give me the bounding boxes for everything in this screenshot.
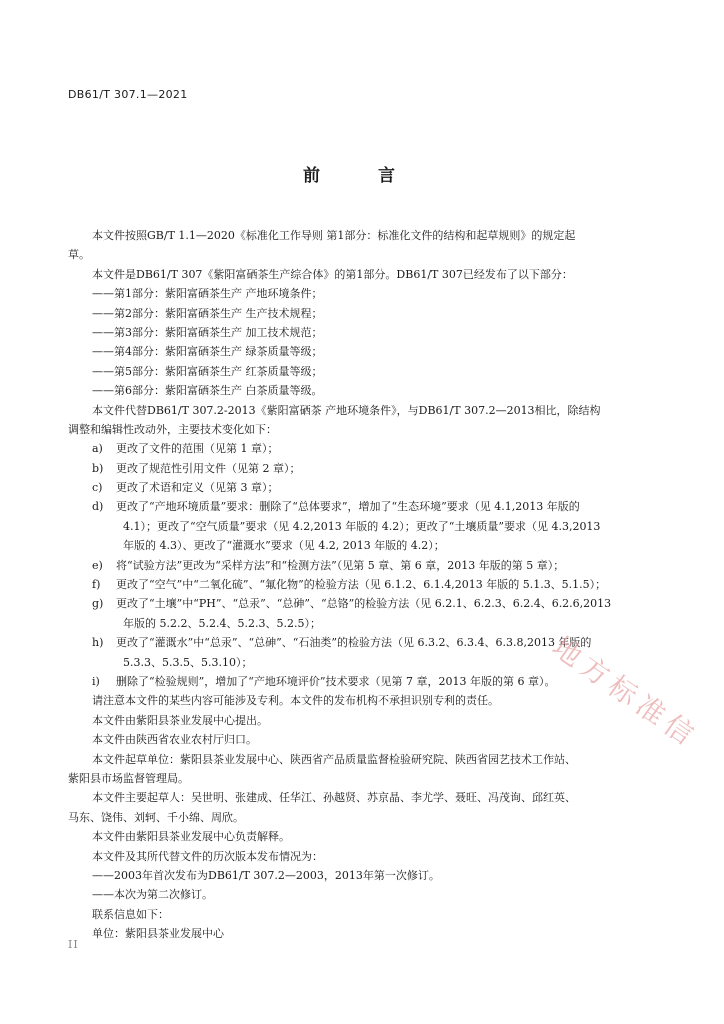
change-text: 更改了“土壤”中“PH”、“总汞”、“总砷”、“总铬”的检验方法（见 6.2.1、6.2.3、6.2.4、6.2.6,2013 (116, 597, 612, 611)
list-marker: g) (92, 597, 104, 611)
drafters: 本文件主要起草人：吴世明、张建成、任华江、孙越贤、苏京晶、李尤学、聂旺、冯茂询、邱红英、 (92, 791, 576, 805)
change-item (68, 439, 658, 458)
part-item: ——第1部分：紫阳富硒茶生产 产地环境条件； (92, 287, 323, 301)
proposer: 本文件由紫阳县茶业发展中心提出。 (92, 713, 268, 727)
drafters-continued: 马东、饶伟、刘轲、千小绵、周欣。 (68, 810, 244, 824)
watermark: 地方标准信 (546, 630, 705, 755)
paragraph-line: 本文件代替DB61/T 307.2-2013《紫阳富硒茶 产地环境条件》，与DB61/T 307.2—2013相比，除结构 (92, 403, 601, 417)
change-item (68, 459, 658, 478)
change-text-continued: 年版的 5.2.2、5.2.4、5.2.3、5.2.5）； (123, 616, 321, 630)
change-text: 更改了“灌溉水”中“总汞”、“总砷”、“石油类”的检验方法（见 6.3.2、6.3.4、6.3.8,2013 年版的 (116, 636, 592, 650)
change-text-continued: 5.3.3、5.3.5、5.3.10）； (123, 655, 253, 669)
patent-notice: 请注意本文件的某些内容可能涉及专利。本文件的发布机构不承担识别专利的责任。 (92, 694, 499, 708)
drafting-units: 本文件起草单位：紫阳县茶业发展中心、陕西省产品质量监督检验研究院、陕西省园艺技术工作站、 (92, 752, 576, 766)
part-item: ——第2部分：紫阳富硒茶生产 生产技术规程； (92, 306, 323, 320)
drafting-units-continued: 紫阳县市场监督管理局。 (68, 771, 189, 785)
contact-label: 联系信息如下： (92, 907, 169, 921)
list-marker: d) (92, 500, 104, 514)
history-item: ——本次为第二次修订。 (92, 888, 213, 902)
interpreter: 本文件由紫阳县茶业发展中心负责解释。 (92, 830, 290, 844)
paragraph-line: 草。 (68, 248, 90, 262)
list-marker: e) (92, 558, 103, 572)
change-text: 更改了规范性引用文件（见第 2 章）； (116, 461, 301, 475)
contact-unit: 单位：紫阳县茶业发展中心 (92, 927, 224, 941)
part-item: ——第6部分：紫阳富硒茶生产 白茶质量等级。 (92, 384, 323, 398)
list-marker: f) (92, 578, 101, 592)
change-text: 更改了“产地环境质量”要求：删除了“总体要求”，增加了“生态环境”要求（见 4.1,2013 年版的 (116, 500, 580, 514)
change-text: 更改了文件的范围（见第 1 章）； (116, 442, 279, 456)
list-marker: h) (92, 636, 104, 650)
part-item: ——第3部分：紫阳富硒茶生产 加工技术规范； (92, 325, 323, 339)
change-item (68, 556, 658, 575)
change-text: 更改了术语和定义（见第 3 章）； (116, 481, 279, 495)
change-item (68, 594, 658, 613)
change-text: 更改了“空气”中“二氧化硫”、“氟化物”的检验方法（见 6.1.2、6.1.4,2013 年版的 5.1.3、5.1.5）； (116, 578, 607, 592)
page-number: II (68, 938, 79, 951)
change-item (68, 478, 658, 497)
change-text: 删除了“检验规则”，增加了“产地环境评价”技术要求（见第 7 章，2013 年版的第 6 章）。 (116, 674, 556, 688)
history-item: ——2003年首次发布为DB61/T 307.2—2003，2013年第一次修订。 (92, 868, 440, 882)
paragraph-line: 本文件是DB61/T 307《紫阳富硒茶生产综合体》的第1部分。DB61/T 307已经发布了以下部分： (92, 267, 573, 281)
document-code: DB61/T 307.1—2021 (68, 88, 188, 101)
paragraph-line: 调整和编辑性改动外，主要技术变化如下： (68, 422, 277, 436)
page-title: 前 言 (303, 166, 421, 186)
paragraph-line: 本文件按照GB/T 1.1—2020《标准化工作导则 第1部分：标准化文件的结构和起草规则》的规定起 (92, 229, 576, 242)
part-item: ——第4部分：紫阳富硒茶生产 绿茶质量等级； (92, 345, 323, 359)
part-item: ——第5部分：紫阳富硒茶生产 红茶质量等级； (92, 364, 323, 378)
list-marker: i) (92, 674, 100, 688)
list-marker: b) (92, 461, 104, 475)
centralized-unit: 本文件由陕西省农业农村厅归口。 (92, 733, 257, 747)
document-body (68, 226, 658, 943)
change-item (68, 497, 658, 516)
list-marker: a) (92, 442, 103, 456)
history-intro: 本文件及其所代替文件的历次版本发布情况为： (92, 849, 323, 863)
change-text-continued: 4.1）；更改了“空气质量”要求（见 4.2,2013 年版的 4.2）；更改了“土壤质量”要求（见 4.3,2013 (123, 519, 601, 533)
change-text: 将“试验方法”更改为“采样方法”和“检测方法”（见第 5 章、第 6 章，2013 年版的第 5 章）； (116, 558, 565, 572)
change-text-continued: 年版的 4.3）、更改了“灌溉水”要求（见 4.2, 2013 年版的 4.2）； (123, 539, 445, 553)
change-item (68, 575, 658, 594)
list-marker: c) (92, 481, 103, 495)
